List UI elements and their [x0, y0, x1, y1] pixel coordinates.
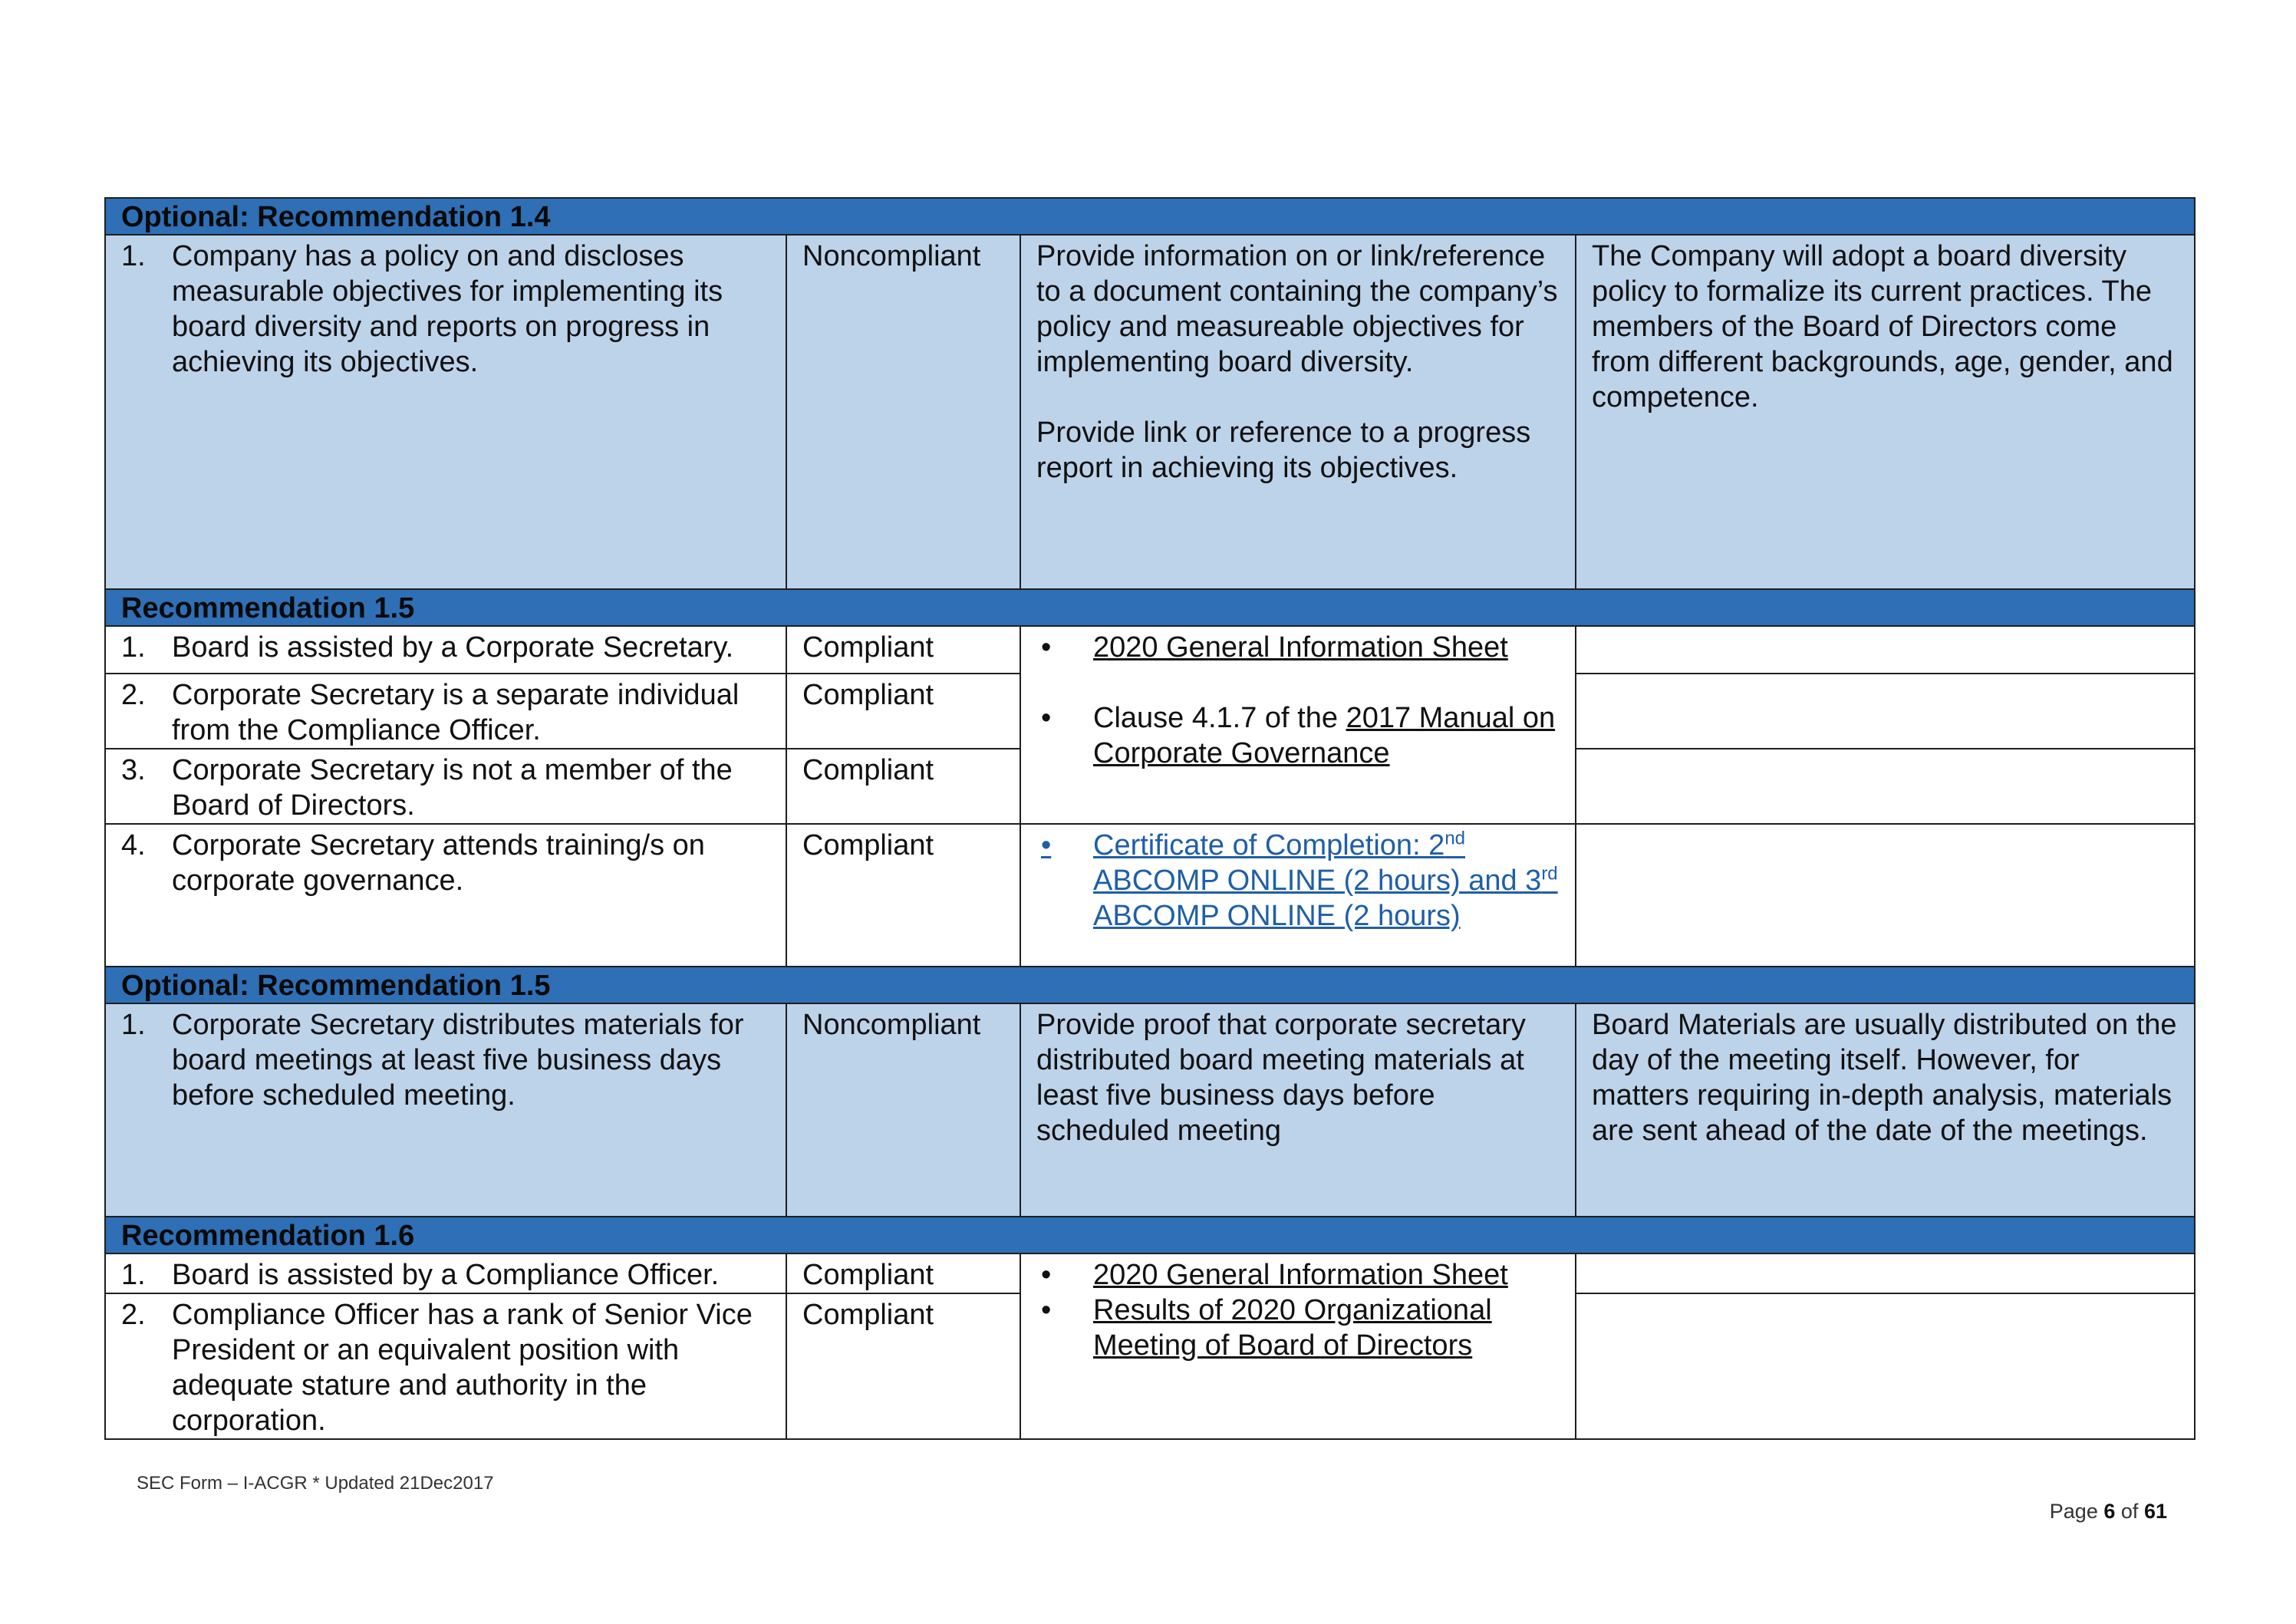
recommendation-cell: 1. Corporate Secretary distributes materials for board meetings at least five business days before scheduled meeting. [105, 1003, 786, 1217]
recommendation-cell: 2. Compliance Officer has a rank of Senior Vice President or an equivalent position with adequate stature and authority in the corporation. [105, 1293, 786, 1439]
status-cell: Compliant [786, 626, 1020, 674]
doc-link[interactable]: 2017 Manual on Corporate Governance [1093, 702, 1556, 769]
form-footer: SEC Form – I-ACGR * Updated 21Dec2017 [137, 1473, 494, 1494]
status-cell: Compliant [786, 824, 1020, 967]
status-cell: Compliant [786, 1253, 1020, 1293]
explanation-cell [1576, 626, 2195, 674]
info-paragraph: Provide information on or link/reference to a document containing the company’s policy and measureable objectives for implementing board diversity. [1036, 240, 1558, 378]
list-item: • 2020 General Information Sheet [1036, 630, 1561, 665]
recommendation-cell: 4. Corporate Secretary attends training/s on corporate governance. [105, 824, 786, 967]
recommendation-cell: 1. Board is assisted by a Corporate Secretary. [105, 626, 786, 674]
explanation-cell [1576, 1253, 2195, 1293]
list-item: • Results of 2020 Organizational Meeting of Board of Directors [1036, 1293, 1561, 1363]
certificate-link[interactable]: Certificate of Completion: 2nd ABCOMP ONLINE (2 hours) and 3rd ABCOMP ONLINE (2 hours) [1093, 828, 1558, 932]
docs-cell [1020, 824, 1576, 967]
doc-link[interactable]: 2020 General Information Sheet [1093, 1259, 1508, 1291]
explanation-cell [1576, 674, 2195, 749]
explanation-cell: Board Materials are usually distributed on the day of the meeting itself. However, for matters requiring in-depth analysis, materials are sent ahead of the date of the meetings. [1576, 1003, 2195, 1217]
status-cell: Compliant [786, 749, 1020, 824]
doc-link[interactable]: 2020 General Information Sheet [1093, 631, 1508, 664]
info-cell [1020, 235, 1576, 589]
list-item: • Certificate of Completion: 2nd ABCOMP ONLINE (2 hours) and 3rd ABCOMP ONLINE (2 hours) [1036, 828, 1561, 934]
section-header: Optional: Recommendation 1.4 [105, 198, 2195, 235]
info-cell: Provide proof that corporate secretary distributed board meeting materials at least five business days before scheduled meeting [1020, 1003, 1576, 1217]
status-cell: Compliant [786, 1293, 1020, 1439]
list-item: • 2020 General Information Sheet [1036, 1257, 1561, 1293]
section-header: Recommendation 1.6 [105, 1217, 2195, 1253]
docs-cell [1020, 626, 1576, 824]
recommendation-text: Company has a policy on and discloses measurable objectives for implementing its board diversity and reports on progress in achieving its objectives. [172, 240, 723, 378]
recommendation-cell: 1. Board is assisted by a Compliance Officer. [105, 1253, 786, 1293]
doc-link[interactable]: Results of 2020 Organizational Meeting of Board of Directors [1093, 1294, 1492, 1362]
section-header: Recommendation 1.5 [105, 589, 2195, 626]
recommendation-table [104, 197, 2196, 1440]
page-number: Page 6 of 61 [2049, 1500, 2167, 1523]
list-item: • Clause 4.1.7 of the 2017 Manual on Corporate Governance [1041, 702, 1556, 769]
info-paragraph: Provide link or reference to a progress report in achieving its objectives. [1036, 417, 1531, 484]
explanation-cell [1576, 824, 2195, 967]
status-cell: Compliant [786, 674, 1020, 749]
recommendation-cell: 2. Corporate Secretary is a separate individual from the Compliance Officer. [105, 674, 786, 749]
section-header: Optional: Recommendation 1.5 [105, 967, 2195, 1003]
status-cell: Noncompliant [786, 235, 1020, 589]
recommendation-cell: 3. Corporate Secretary is not a member of the Board of Directors. [105, 749, 786, 824]
explanation-cell [1576, 1293, 2195, 1439]
status-cell: Noncompliant [786, 1003, 1020, 1217]
explanation-cell: The Company will adopt a board diversity policy to formalize its current practices. The members of the Board of Directors come from different backgrounds, age, gender, and competence. [1576, 235, 2195, 589]
docs-cell [1020, 1253, 1576, 1439]
recommendation-cell: 1. Company has a policy on and discloses measurable objectives for implementing its board diversity and reports on progress in achieving its objectives. [105, 235, 786, 589]
explanation-cell [1576, 749, 2195, 824]
